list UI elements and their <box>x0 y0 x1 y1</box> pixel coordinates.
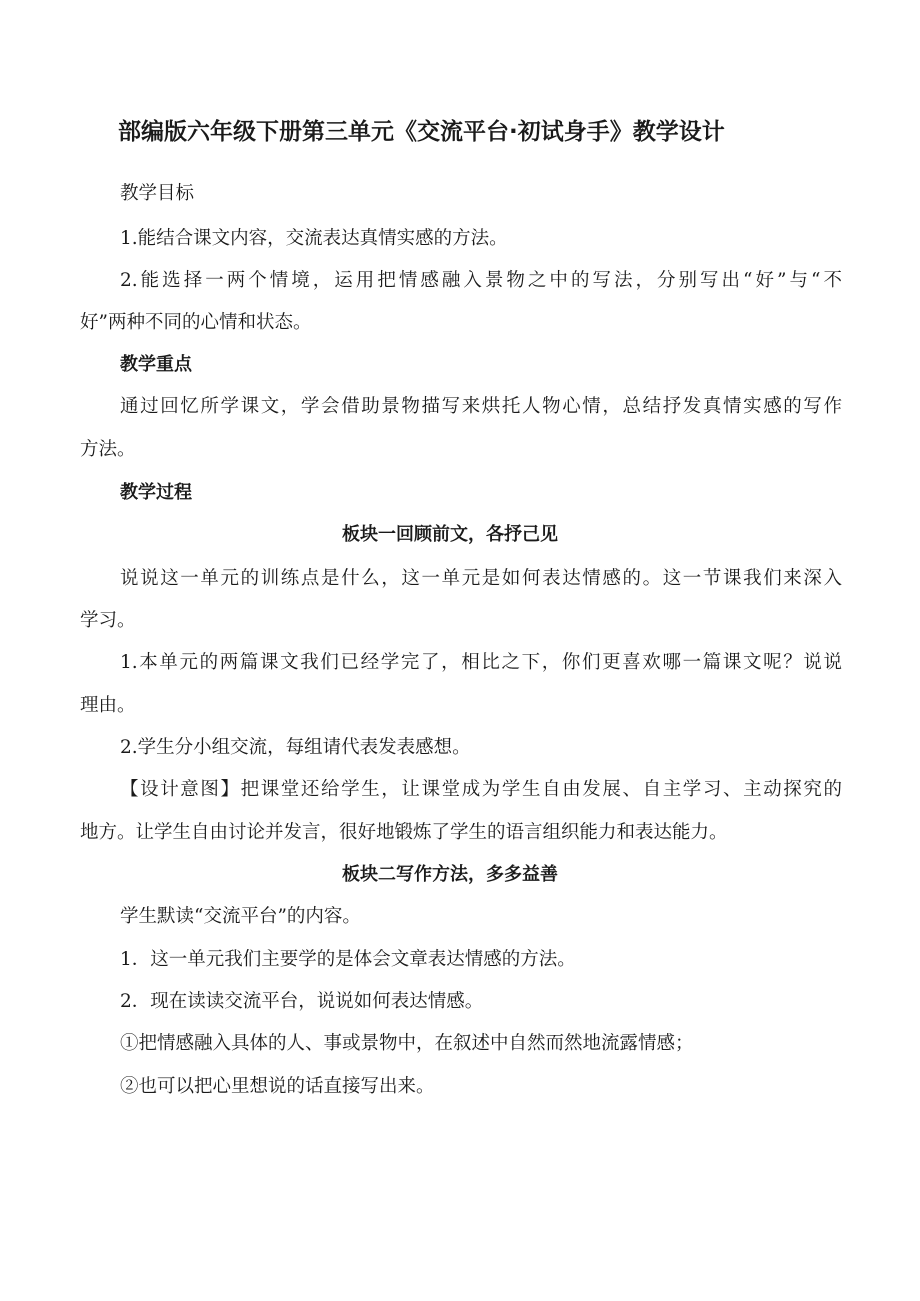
section-1-design-line-1: 【设计意图】把课堂还给学生，让课堂成为学生自由发展、自主学习、主动探究的 <box>120 779 842 800</box>
section-1-item-1-line-1: 1.本单元的两篇课文我们已经学完了，相比之下，你们更喜欢哪一篇课文呢？说说 <box>120 652 842 673</box>
objective-2-line-2: 好”两种不同的心情和状态。 <box>80 312 312 333</box>
objective-2-line-1: 2.能选择一两个情境，运用把情感融入景物之中的写法，分别写出“好”与“不 <box>120 270 842 291</box>
section-1-item-2: 2.学生分小组交流，每组请代表发表感想。 <box>120 737 471 758</box>
section-2-point-2: ②也可以把心里想说的话直接写出来。 <box>120 1076 435 1097</box>
section-2-item-2: 2．现在读读交流平台，说说如何表达情感。 <box>120 991 484 1012</box>
section-2-item-1: 1．这一单元我们主要学的是体会文章表达情感的方法。 <box>120 949 576 970</box>
section-2-heading: 板块二写作方法，多多益善 <box>342 864 558 885</box>
section-1-intro-line-1: 说说这一单元的训练点是什么，这一单元是如何表达情感的。这一节课我们来深入 <box>120 568 842 589</box>
key-points-line-2: 方法。 <box>80 439 136 460</box>
section-1-intro-line-2: 学习。 <box>80 610 136 631</box>
process-heading: 教学过程 <box>120 482 192 503</box>
section-1-heading: 板块一回顾前文，各抒己见 <box>342 524 558 545</box>
section-2-point-1: ①把情感融入具体的人、事或景物中，在叙述中自然而然地流露情感； <box>120 1033 694 1054</box>
document-title: 部编版六年级下册第三单元《交流平台·初试身手》教学设计 <box>118 119 725 145</box>
section-2-intro: 学生默读“交流平台”的内容。 <box>120 906 361 927</box>
section-1-item-1-line-2: 理由。 <box>80 695 136 716</box>
key-points-heading: 教学重点 <box>120 354 192 375</box>
objective-1: 1.能结合课文内容，交流表达真情实感的方法。 <box>120 228 508 249</box>
key-points-line-1: 通过回忆所学课文，学会借助景物描写来烘托人物心情，总结抒发真情实感的写作 <box>120 396 842 417</box>
section-1-design-line-2: 地方。让学生自由讨论并发言，很好地锻炼了学生的语言组织能力和表达能力。 <box>80 822 728 843</box>
objectives-heading: 教学目标 <box>120 183 195 204</box>
